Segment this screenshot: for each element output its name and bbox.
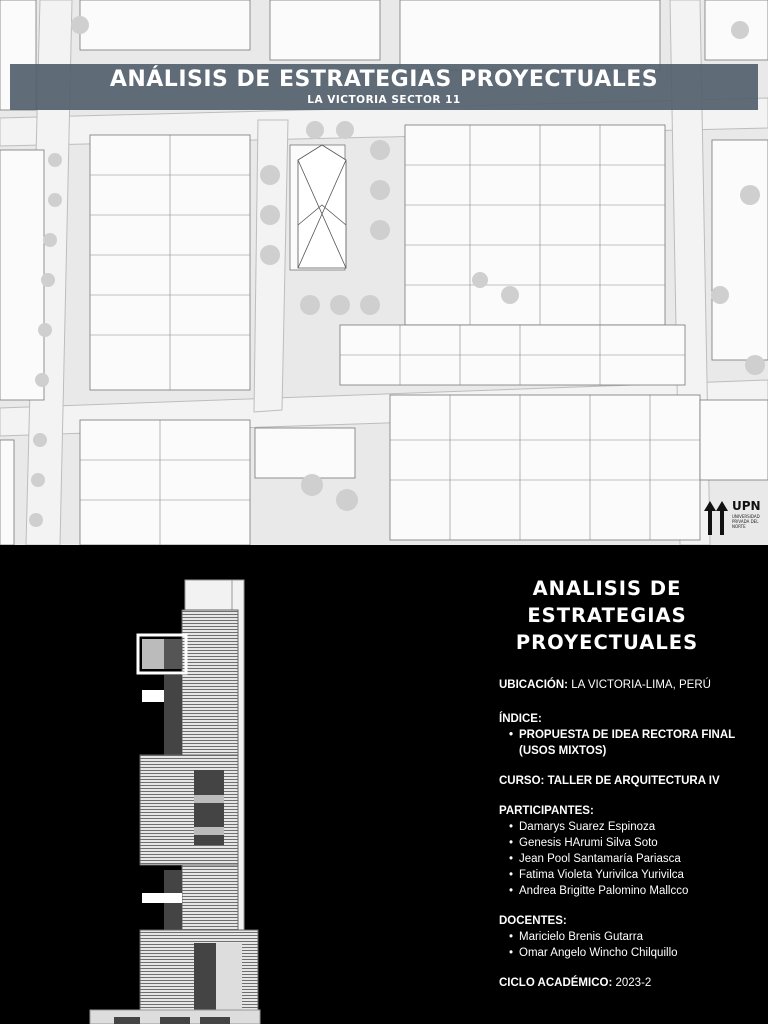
ubicacion-value: LA VICTORIA-LIMA, PERÚ [571, 679, 711, 691]
participantes-list [509, 819, 757, 899]
upn-logo [702, 499, 762, 539]
info-title-line2: ESTRATEGIAS [527, 604, 687, 627]
ubicacion [499, 677, 757, 693]
info-title-line3: PROYECTUALES [515, 631, 699, 654]
tower-elevation-drawing [80, 575, 280, 1024]
upn-arrows-icon [702, 499, 730, 537]
cover-title: ANÁLISIS DE ESTRATEGIAS PROYECTUALES [109, 67, 659, 92]
list-item: • Genesis HArumi Silva Soto [509, 835, 757, 851]
list-item: • Andrea Brigitte Palomino Mallcco [509, 883, 757, 899]
info-title [487, 575, 727, 656]
logo-subtext: UNIVERSIDAD PRIVADA DEL NORTE [732, 514, 760, 529]
list-item: • Damarys Suarez Espinoza [509, 819, 757, 835]
docentes [499, 913, 757, 961]
ciclo-label: CICLO ACADÉMICO: [499, 977, 613, 989]
indice [499, 711, 757, 759]
logo-text: UPN [732, 499, 761, 513]
curso [499, 773, 757, 789]
ubicacion-label: UBICACIÓN: [499, 679, 568, 691]
info-panel [0, 545, 768, 1024]
info-title-line1: ANALISIS DE [532, 577, 682, 600]
curso-label: CURSO: [499, 775, 545, 787]
list-item: • Omar Angelo Wincho Chilquillo [509, 945, 757, 961]
docentes-list [509, 929, 757, 961]
ciclo-value: 2023-2 [615, 977, 652, 989]
indice-list [509, 727, 757, 759]
participantes [499, 803, 757, 899]
indice-label: ÍNDICE: [499, 713, 542, 725]
list-item: • Jean Pool Santamaría Pariasca [509, 851, 757, 867]
cover-subtitle: LA VICTORIA SECTOR 11 [307, 94, 461, 106]
list-item: • Fatima Violeta Yurivilca Yurivilca [509, 867, 757, 883]
project-info [487, 575, 757, 991]
list-item: • PROPUESTA DE IDEA RECTORA FINAL (USOS MIXTOS) [509, 727, 757, 759]
participantes-label: PARTICIPANTES: [499, 805, 594, 817]
curso-value: TALLER DE ARQUITECTURA IV [547, 775, 720, 787]
title-band [10, 64, 758, 110]
ciclo-academico [499, 975, 757, 991]
list-item: • Maricielo Brenis Gutarra [509, 929, 757, 945]
docentes-label: DOCENTES: [499, 915, 567, 927]
